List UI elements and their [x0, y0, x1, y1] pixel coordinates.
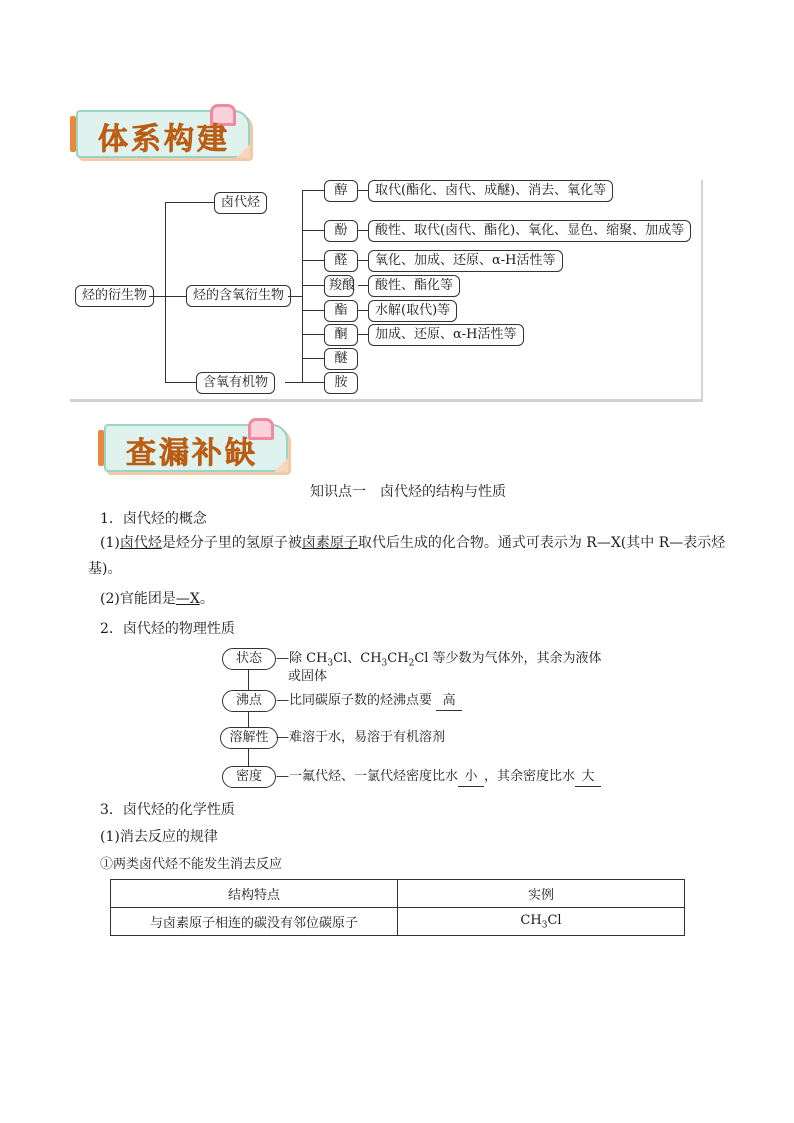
connector	[302, 382, 324, 383]
banner-title: 体系构建	[98, 122, 230, 157]
paragraph-functional-group	[100, 586, 214, 612]
tree-node-oxygen-organics: 含氧有机物	[196, 372, 275, 394]
frame-line	[701, 180, 703, 402]
oval-solubility: 溶解性	[220, 727, 278, 749]
table-cell: 与卤素原子相连的碳没有邻位碳原子	[111, 908, 398, 936]
connector	[165, 202, 214, 203]
prop-boiling-point	[276, 692, 462, 711]
text: ，其余密度比水	[484, 769, 576, 784]
underlined-term: 卤代烃	[119, 535, 162, 551]
table-header-row	[111, 880, 685, 908]
connector	[149, 296, 165, 297]
underlined-term: 卤素原子	[301, 535, 358, 551]
connector	[358, 310, 368, 311]
props-node-carboxylic-acid: 酸性、酯化等	[368, 275, 460, 297]
connector	[285, 382, 302, 383]
props-node-alcohol: 取代(酯化、卤代、成醚)、消去、氧化等	[368, 180, 613, 202]
connector	[302, 334, 324, 335]
heading-concept: 1．卤代烃的概念	[100, 511, 207, 527]
text: (2)官能团是	[100, 591, 176, 607]
class-node-ester: 酯	[324, 300, 358, 322]
connector	[358, 230, 368, 231]
table-header: 实例	[398, 880, 685, 908]
props-node-ester: 水解(取代)等	[368, 300, 457, 322]
section-banner-system	[76, 104, 256, 162]
class-node-carboxylic-acid: 羧酸	[324, 275, 354, 297]
connector	[358, 285, 368, 286]
heading-chemical: 3．卤代烃的化学性质	[100, 802, 235, 818]
connector	[302, 190, 324, 191]
answer-blank: 小	[458, 768, 484, 787]
connector	[302, 285, 324, 286]
subscript: 3	[381, 658, 388, 669]
text: 是烃分子里的氢原子被	[161, 535, 302, 551]
subheading-elimination: (1)消去反应的规律	[100, 829, 218, 845]
section-banner-review	[104, 418, 294, 476]
frame-line	[70, 399, 703, 402]
paragraph-definition	[88, 530, 728, 582]
class-node-amine: 胺	[324, 372, 358, 394]
props-node-phenol: 酸性、取代(卤代、酯化)、氧化、显色、缩聚、加成等	[368, 220, 691, 242]
tree-root-node: 烃的衍生物	[75, 285, 154, 307]
elimination-table	[110, 879, 685, 936]
subscript: 3	[541, 920, 548, 931]
props-node-ketone: 加成、还原、α-H活性等	[368, 324, 524, 346]
class-node-phenol: 酚	[324, 220, 358, 242]
connector	[165, 296, 186, 297]
text: CH	[387, 651, 409, 666]
tree-node-haloalkane: 卤代烃	[214, 192, 267, 214]
text: (1)	[100, 535, 120, 551]
connector	[302, 310, 324, 311]
connector	[302, 230, 324, 231]
table-cell	[398, 908, 685, 936]
text: Cl、CH	[333, 651, 382, 666]
prop-density	[276, 768, 601, 787]
heading-physical: 2．卤代烃的物理性质	[100, 621, 235, 637]
text: Cl 等少数为气体外，其余为液体	[414, 651, 602, 666]
connector	[302, 260, 324, 261]
prop-state-line2: 或固体	[288, 669, 328, 684]
underlined-term: —X	[175, 591, 200, 607]
text: 。	[199, 591, 214, 607]
text: —除 CH	[276, 651, 328, 666]
text: —一氟代烃、一氯代烃密度比水	[276, 769, 459, 784]
table-header: 结构特点	[111, 880, 398, 908]
connector	[165, 382, 196, 383]
class-node-ketone: 酮	[324, 324, 358, 346]
tree-node-oxygen-derivatives: 烃的含氧衍生物	[186, 285, 291, 307]
class-node-alcohol: 醇	[324, 180, 358, 202]
text: 取代后生成的化合物。通式可表示为 R—X(其中 R—表示烃	[357, 535, 726, 551]
prop-solubility: —难溶于水，易溶于有机溶剂	[276, 730, 446, 745]
class-node-aldehyde: 醛	[324, 250, 358, 272]
subscript: 2	[408, 658, 415, 669]
concept-tree-diagram	[70, 180, 703, 402]
oval-state: 状态	[222, 648, 276, 670]
props-node-aldehyde: 氧化、加成、还原、α-H活性等	[368, 250, 563, 272]
text: CH	[520, 912, 542, 928]
text: —比同碳原子数的烃沸点要	[276, 693, 433, 708]
class-node-ether: 醚	[324, 348, 358, 370]
subheading-no-elimination: ①两类卤代烃不能发生消去反应	[100, 857, 283, 872]
connector	[248, 668, 249, 778]
subscript: 3	[327, 658, 334, 669]
oval-boiling-point: 沸点	[222, 690, 276, 712]
connector	[358, 260, 368, 261]
connector	[165, 202, 166, 382]
table-row	[111, 908, 685, 936]
connector	[358, 190, 368, 191]
text: Cl	[547, 912, 562, 928]
text: 基)。	[88, 561, 122, 577]
connector	[288, 296, 302, 297]
connector	[302, 190, 303, 382]
connector	[302, 358, 324, 359]
answer-blank: 高	[436, 692, 462, 711]
oval-density: 密度	[222, 766, 276, 788]
banner-title: 查漏补缺	[126, 436, 258, 471]
section-title: 知识点一 卤代烃的结构与性质	[310, 484, 506, 500]
answer-blank: 大	[575, 768, 601, 787]
connector	[358, 334, 368, 335]
